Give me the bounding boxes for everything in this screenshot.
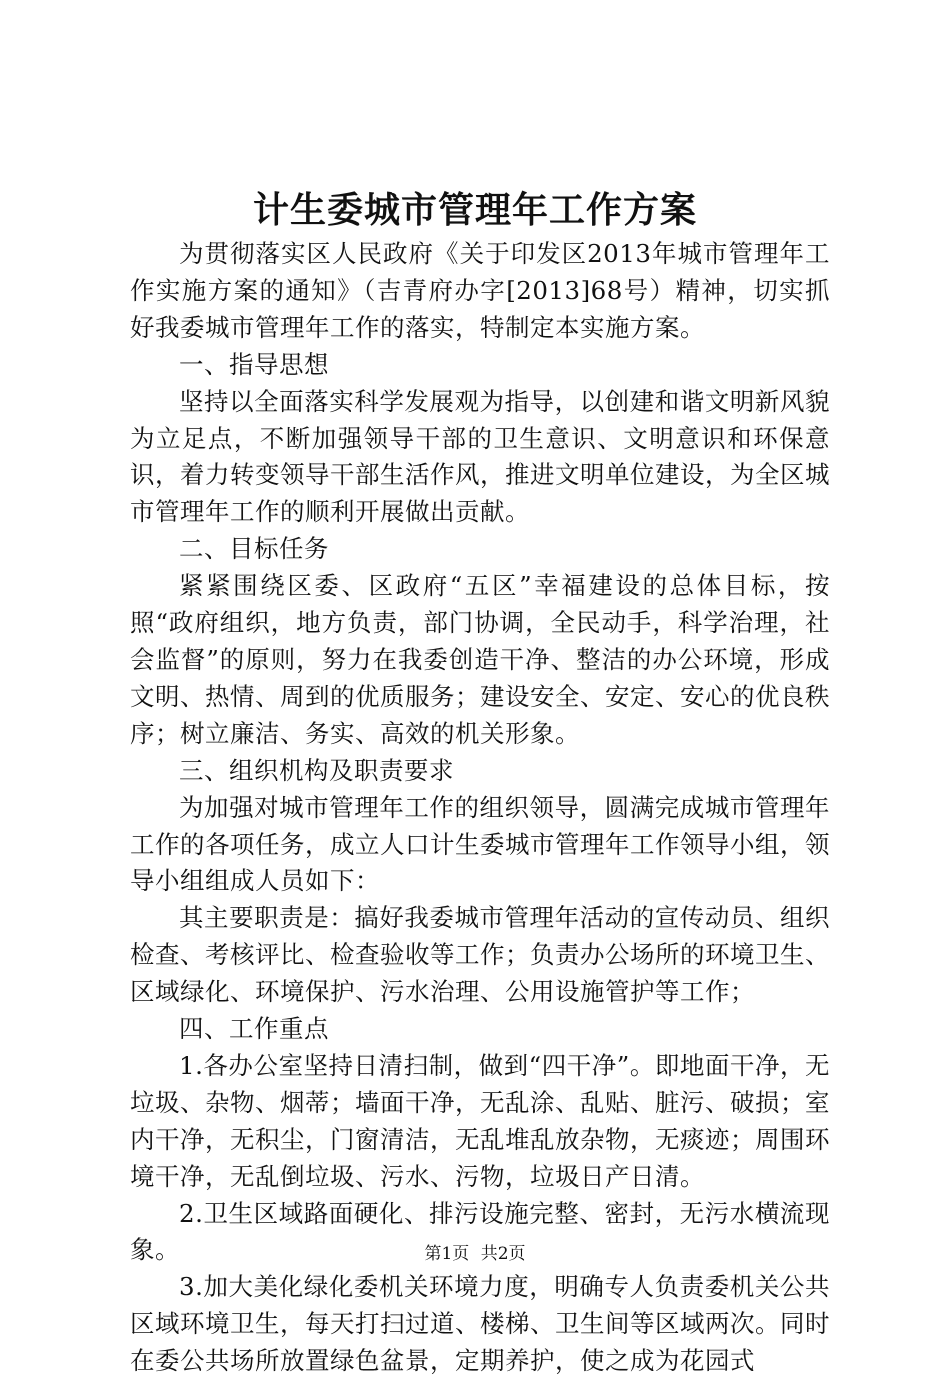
key-work-item-1: 1.各办公室坚持日清扫制，做到“四干净”。即地面干净，无垃圾、杂物、烟蒂；墙面干净，无乱涂、乱贴、脏污、破损；室内干净，无积尘，门窗清洁，无乱堆乱放杂物，无痰迹；周围环境干净，无乱倒垃圾、污水、污物，垃圾日产日清。 (130, 1050, 830, 1191)
key-work-item-3: 3.加大美化绿化委机关环境力度，明确专人负责委机关公共区域环境卫生，每天打扫过道、楼梯、卫生间等区域两次。同时在委公共场所放置绿色盆景，定期养护，使之成为花园式 (130, 1272, 830, 1376)
guiding-ideology-paragraph: 坚持以全面落实科学发展观为指导，以创建和谐文明新风貌为立足点，不断加强领导干部的卫生意识、文明意识和环保意识，着力转变领导干部生活作风，推进文明单位建设，为全区城市管理年工作的顺利开展做出贡献。 (130, 386, 830, 527)
organization-paragraph: 为加强对城市管理年工作的组织领导，圆满完成城市管理年工作的各项任务，成立人口计生委城市管理年工作领导小组，领导小组组成人员如下： (130, 792, 830, 896)
document-body (130, 236, 830, 1380)
key-work-item-2: 2.卫生区域路面硬化、排污设施完整、密封，无污水横流现象。 (130, 1198, 830, 1265)
responsibilities-paragraph: 其主要职责是：搞好我委城市管理年活动的宣传动员、组织检查、考核评比、检查验收等工作；负责办公场所的环境卫生、区域绿化、环境保护、污水治理、公用设施管护等工作； (130, 903, 830, 1007)
section-heading-organization: 三、组织机构及职责要求 (179, 755, 454, 785)
page-number: 第1页 (424, 1244, 470, 1264)
document-title: 计生委城市管理年工作方案 (252, 189, 697, 231)
goals-paragraph: 紧紧围绕区委、区政府“五区”幸福建设的总体目标，按照“政府组织，地方负责，部门协调，全民动手，科学治理，社会监督”的原则，努力在我委创造干净、整洁的办公环境，形成文明、热情、周到的优质服务；建设安全、安定、安心的优良秩序；树立廉洁、务实、高效的机关形象。 (130, 571, 830, 748)
total-pages: 共2页 (480, 1244, 526, 1264)
page-footer (0, 1242, 950, 1266)
section-heading-key-work: 四、工作重点 (179, 1014, 329, 1044)
intro-paragraph: 为贯彻落实区人民政府《关于印发区2013年城市管理年工作实施方案的通知》（吉青府办字[2013]68号）精神，切实抓好我委城市管理年工作的落实，特制定本实施方案。 (130, 239, 830, 342)
section-heading-guiding-ideology: 一、指导思想 (179, 349, 329, 379)
section-heading-goals: 二、目标任务 (179, 534, 329, 564)
